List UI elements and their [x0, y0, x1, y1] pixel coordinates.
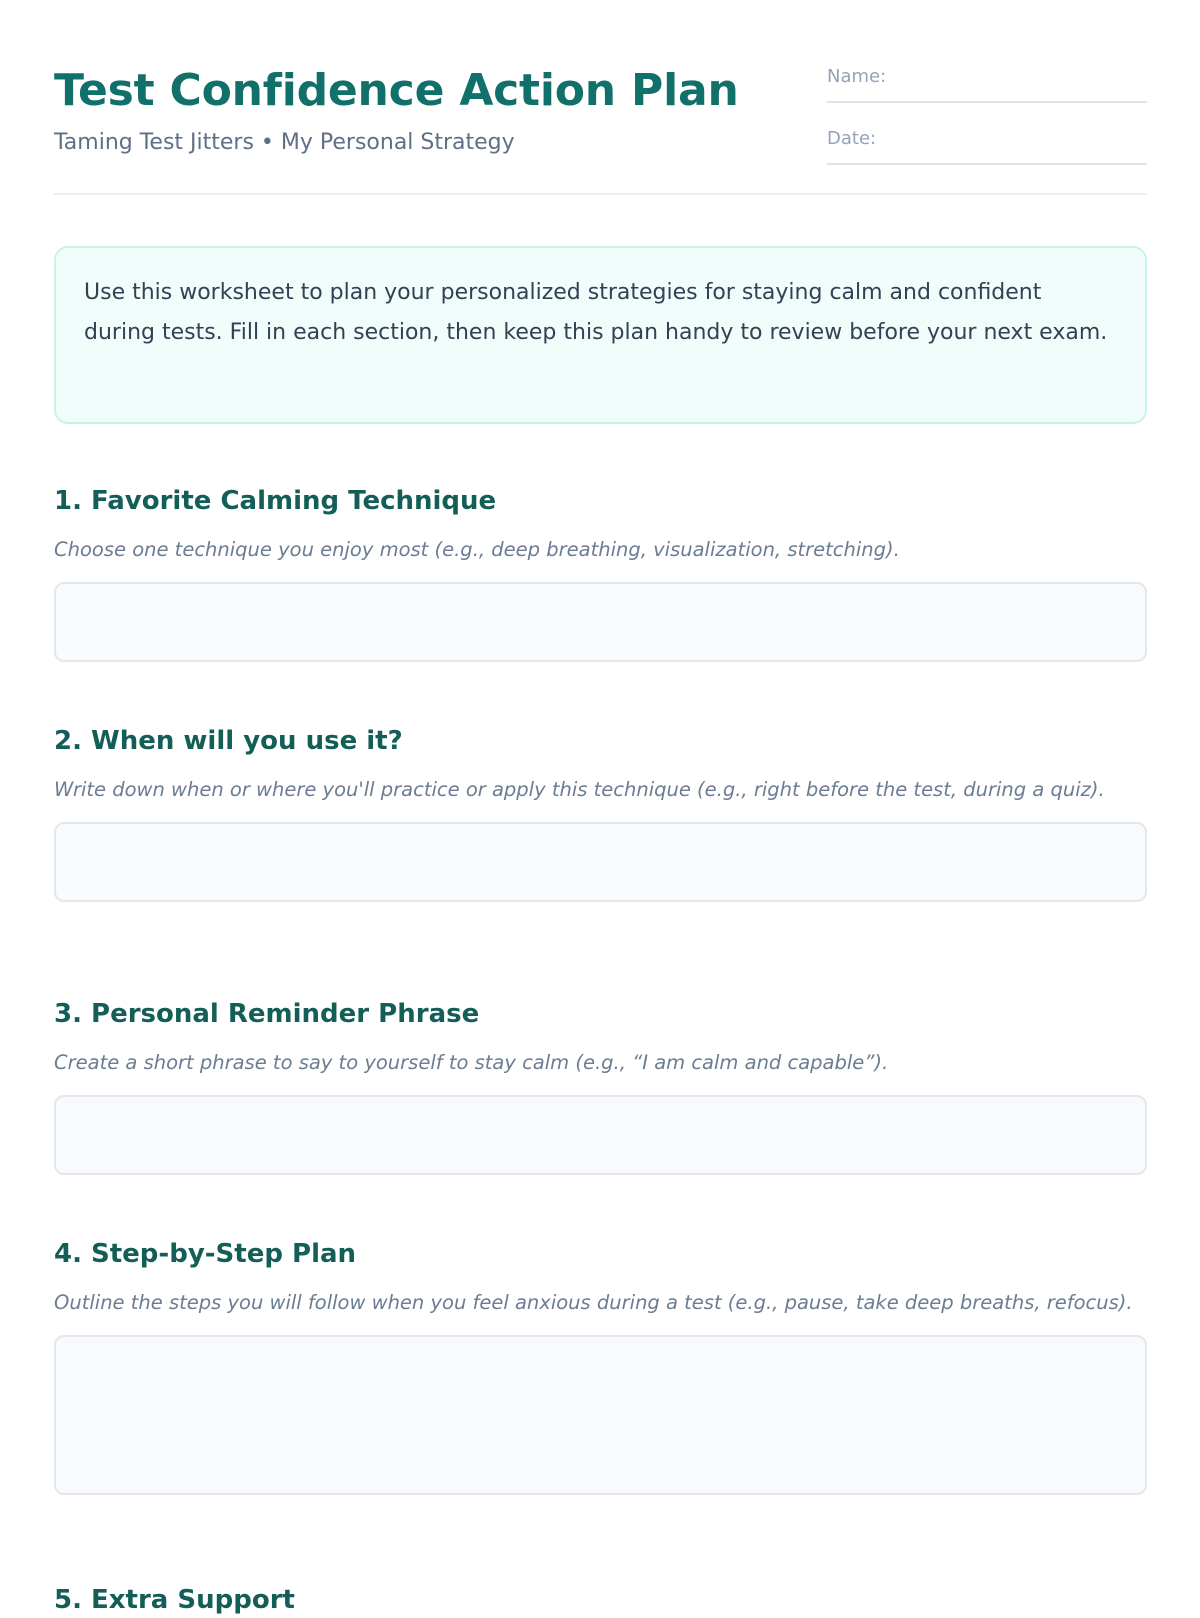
- date-label: Date:: [827, 128, 877, 149]
- date-field[interactable]: [827, 123, 1147, 165]
- section-heading: 4. Step-by-Step Plan: [54, 1239, 357, 1269]
- answer-box-calming-technique[interactable]: [54, 582, 1147, 662]
- section-hint: Create a short phrase to say to yourself to stay calm (e.g., “I am calm and capable”).: [54, 1051, 889, 1074]
- worksheet-page: [54, 0, 1147, 1615]
- answer-box-step-by-step-plan[interactable]: [54, 1335, 1147, 1495]
- name-date-fields: [827, 61, 1147, 185]
- section-heading: 1. Favorite Calming Technique: [54, 486, 497, 516]
- name-label: Name:: [827, 66, 887, 87]
- intro-text: Use this worksheet to plan your personalized strategies for staying calm and confident during tests. Fill in each section, then keep this plan handy to review before your next exam.: [84, 280, 1108, 345]
- section-hint: Choose one technique you enjoy most (e.g., deep breathing, visualization, stretching).: [54, 538, 900, 561]
- section-hint: Write down when or where you'll practice or apply this technique (e.g., right before the test, during a quiz).: [54, 778, 1105, 801]
- section-step-by-step-plan: [54, 1236, 1147, 1495]
- name-field[interactable]: [827, 61, 1147, 103]
- section-heading: 3. Personal Reminder Phrase: [54, 999, 480, 1029]
- answer-box-when-to-use[interactable]: [54, 822, 1147, 902]
- worksheet-header: [54, 0, 1147, 195]
- page-title: Test Confidence Action Plan: [54, 65, 739, 116]
- section-hint: Outline the steps you will follow when you feel anxious during a test (e.g., pause, take deep breaths, refocus).: [54, 1291, 1133, 1314]
- intro-box: [54, 246, 1147, 424]
- page-subtitle: Taming Test Jitters • My Personal Strategy: [54, 130, 515, 155]
- section-heading: 2. When will you use it?: [54, 726, 403, 756]
- section-reminder-phrase: [54, 996, 1147, 1175]
- section-heading: 5. Extra Support: [54, 1585, 295, 1615]
- section-calming-technique: [54, 483, 1147, 662]
- section-when-to-use: [54, 723, 1147, 902]
- section-extra-support: [54, 1582, 1147, 1618]
- answer-box-reminder-phrase[interactable]: [54, 1095, 1147, 1175]
